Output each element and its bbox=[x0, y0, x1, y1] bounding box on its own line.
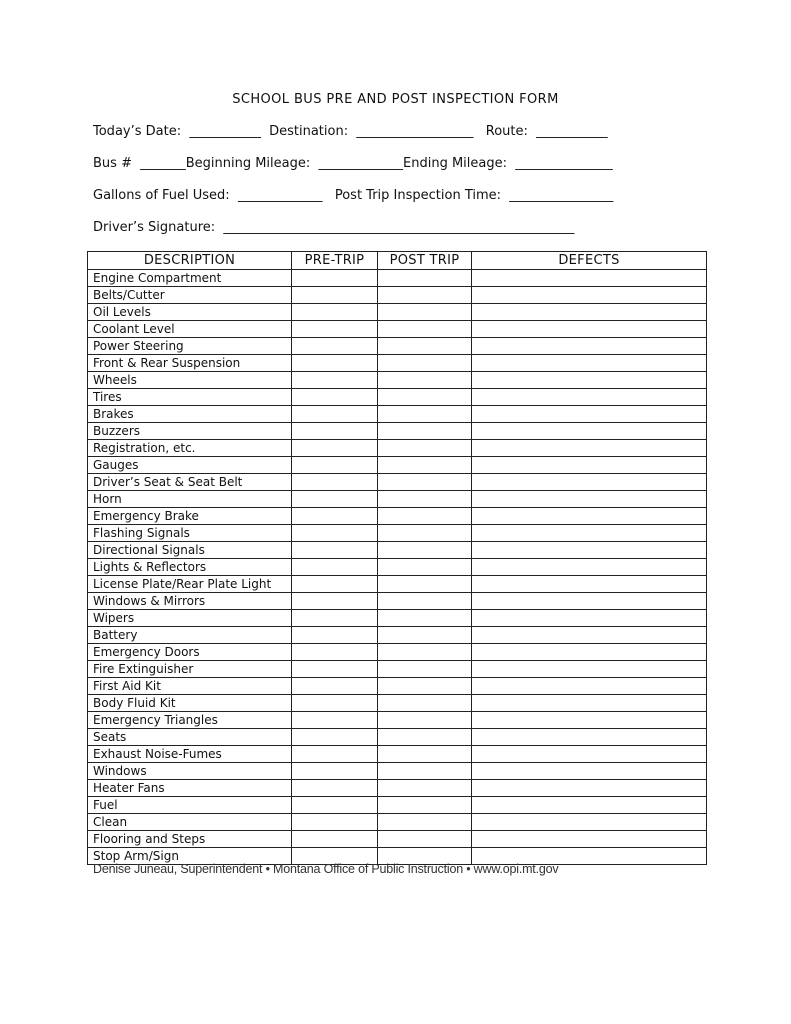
pre-trip-cell[interactable] bbox=[292, 763, 378, 780]
defects-cell[interactable] bbox=[472, 814, 707, 831]
post-trip-cell[interactable] bbox=[378, 338, 472, 355]
post-trip-cell[interactable] bbox=[378, 321, 472, 338]
post-trip-cell[interactable] bbox=[378, 372, 472, 389]
bus-mileage-line[interactable]: Bus # _______Beginning Mileage: _____________Ending Mileage: _______________ bbox=[93, 156, 613, 171]
defects-cell[interactable] bbox=[472, 355, 707, 372]
item-description: Clean bbox=[88, 814, 292, 831]
item-description: Tires bbox=[88, 389, 292, 406]
defects-cell[interactable] bbox=[472, 457, 707, 474]
pre-trip-cell[interactable] bbox=[292, 423, 378, 440]
table-row bbox=[88, 355, 707, 372]
item-description: Stop Arm/Sign bbox=[88, 848, 292, 865]
form-title: SCHOOL BUS PRE AND POST INSPECTION FORM bbox=[232, 92, 559, 107]
table-row bbox=[88, 270, 707, 287]
item-description: Power Steering bbox=[88, 338, 292, 355]
item-description: Emergency Doors bbox=[88, 644, 292, 661]
defects-cell[interactable] bbox=[472, 525, 707, 542]
defects-cell[interactable] bbox=[472, 406, 707, 423]
table-row bbox=[88, 780, 707, 797]
table-row bbox=[88, 576, 707, 593]
defects-cell[interactable] bbox=[472, 780, 707, 797]
table-row bbox=[88, 508, 707, 525]
table-row bbox=[88, 814, 707, 831]
item-description: Emergency Brake bbox=[88, 508, 292, 525]
item-description: Seats bbox=[88, 729, 292, 746]
table-row bbox=[88, 644, 707, 661]
defects-cell[interactable] bbox=[472, 491, 707, 508]
table-row bbox=[88, 457, 707, 474]
pre-trip-cell[interactable] bbox=[292, 610, 378, 627]
defects-cell[interactable] bbox=[472, 440, 707, 457]
table-row bbox=[88, 695, 707, 712]
table-row bbox=[88, 474, 707, 491]
pre-trip-cell[interactable] bbox=[292, 814, 378, 831]
table-row bbox=[88, 678, 707, 695]
pre-trip-cell[interactable] bbox=[292, 440, 378, 457]
pre-trip-cell[interactable] bbox=[292, 661, 378, 678]
defects-cell[interactable] bbox=[472, 304, 707, 321]
post-trip-cell[interactable] bbox=[378, 304, 472, 321]
table-row bbox=[88, 661, 707, 678]
defects-cell[interactable] bbox=[472, 321, 707, 338]
table-row bbox=[88, 729, 707, 746]
defects-cell[interactable] bbox=[472, 270, 707, 287]
defects-cell[interactable] bbox=[472, 559, 707, 576]
post-trip-cell[interactable] bbox=[378, 695, 472, 712]
header-defects: DEFECTS bbox=[472, 252, 707, 270]
item-description: Fire Extinguisher bbox=[88, 661, 292, 678]
post-trip-cell[interactable] bbox=[378, 644, 472, 661]
pre-trip-cell[interactable] bbox=[292, 627, 378, 644]
item-description: Windows bbox=[88, 763, 292, 780]
pre-trip-cell[interactable] bbox=[292, 338, 378, 355]
table-header-row bbox=[88, 252, 707, 270]
defects-cell[interactable] bbox=[472, 763, 707, 780]
inspection-table-body bbox=[88, 270, 707, 865]
item-description: Directional Signals bbox=[88, 542, 292, 559]
post-trip-cell[interactable] bbox=[378, 593, 472, 610]
pre-trip-cell[interactable] bbox=[292, 746, 378, 763]
post-trip-cell[interactable] bbox=[378, 355, 472, 372]
driver-signature-line[interactable]: Driver’s Signature: ______________________________________________________ bbox=[93, 220, 575, 235]
table-row bbox=[88, 338, 707, 355]
item-description: Belts/Cutter bbox=[88, 287, 292, 304]
pre-trip-cell[interactable] bbox=[292, 576, 378, 593]
pre-trip-cell[interactable] bbox=[292, 678, 378, 695]
defects-cell[interactable] bbox=[472, 712, 707, 729]
post-trip-cell[interactable] bbox=[378, 831, 472, 848]
post-trip-cell[interactable] bbox=[378, 610, 472, 627]
defects-cell[interactable] bbox=[472, 695, 707, 712]
date-destination-route-line[interactable]: Today’s Date: ___________ Destination: __________________ Route: ___________ bbox=[93, 124, 608, 139]
pre-trip-cell[interactable] bbox=[292, 389, 378, 406]
item-description: Flashing Signals bbox=[88, 525, 292, 542]
item-description: Horn bbox=[88, 491, 292, 508]
pre-trip-cell[interactable] bbox=[292, 304, 378, 321]
table-row bbox=[88, 372, 707, 389]
post-trip-cell[interactable] bbox=[378, 423, 472, 440]
table-row bbox=[88, 423, 707, 440]
post-trip-cell[interactable] bbox=[378, 559, 472, 576]
post-trip-cell[interactable] bbox=[378, 763, 472, 780]
pre-trip-cell[interactable] bbox=[292, 712, 378, 729]
pre-trip-cell[interactable] bbox=[292, 287, 378, 304]
item-description: Brakes bbox=[88, 406, 292, 423]
pre-trip-cell[interactable] bbox=[292, 474, 378, 491]
item-description: Fuel bbox=[88, 797, 292, 814]
pre-trip-cell[interactable] bbox=[292, 780, 378, 797]
table-row bbox=[88, 287, 707, 304]
pre-trip-cell[interactable] bbox=[292, 729, 378, 746]
item-description: Lights & Reflectors bbox=[88, 559, 292, 576]
pre-trip-cell[interactable] bbox=[292, 644, 378, 661]
table-row bbox=[88, 321, 707, 338]
post-trip-cell[interactable] bbox=[378, 406, 472, 423]
item-description: Wheels bbox=[88, 372, 292, 389]
item-description: Driver’s Seat & Seat Belt bbox=[88, 474, 292, 491]
table-row bbox=[88, 593, 707, 610]
pre-trip-cell[interactable] bbox=[292, 508, 378, 525]
header-description: DESCRIPTION bbox=[88, 252, 292, 270]
pre-trip-cell[interactable] bbox=[292, 355, 378, 372]
post-trip-cell[interactable] bbox=[378, 491, 472, 508]
table-row bbox=[88, 610, 707, 627]
pre-trip-cell[interactable] bbox=[292, 270, 378, 287]
pre-trip-cell[interactable] bbox=[292, 831, 378, 848]
defects-cell[interactable] bbox=[472, 661, 707, 678]
table-row bbox=[88, 797, 707, 814]
pre-trip-cell[interactable] bbox=[292, 406, 378, 423]
defects-cell[interactable] bbox=[472, 389, 707, 406]
post-trip-cell[interactable] bbox=[378, 627, 472, 644]
post-trip-cell[interactable] bbox=[378, 474, 472, 491]
defects-cell[interactable] bbox=[472, 576, 707, 593]
post-trip-cell[interactable] bbox=[378, 814, 472, 831]
item-description: Wipers bbox=[88, 610, 292, 627]
table-row bbox=[88, 542, 707, 559]
post-trip-cell[interactable] bbox=[378, 270, 472, 287]
table-row bbox=[88, 440, 707, 457]
pre-trip-cell[interactable] bbox=[292, 542, 378, 559]
item-description: License Plate/Rear Plate Light bbox=[88, 576, 292, 593]
table-row bbox=[88, 627, 707, 644]
defects-cell[interactable] bbox=[472, 644, 707, 661]
defects-cell[interactable] bbox=[472, 338, 707, 355]
post-trip-cell[interactable] bbox=[378, 576, 472, 593]
defects-cell[interactable] bbox=[472, 474, 707, 491]
defects-cell[interactable] bbox=[472, 423, 707, 440]
table-row bbox=[88, 304, 707, 321]
item-description: Emergency Triangles bbox=[88, 712, 292, 729]
pre-trip-cell[interactable] bbox=[292, 457, 378, 474]
pre-trip-cell[interactable] bbox=[292, 695, 378, 712]
defects-cell[interactable] bbox=[472, 678, 707, 695]
post-trip-cell[interactable] bbox=[378, 797, 472, 814]
fuel-inspection-time-line[interactable]: Gallons of Fuel Used: _____________ Post Trip Inspection Time: ________________ bbox=[93, 188, 614, 203]
item-description: First Aid Kit bbox=[88, 678, 292, 695]
item-description: Gauges bbox=[88, 457, 292, 474]
post-trip-cell[interactable] bbox=[378, 746, 472, 763]
item-description: Registration, etc. bbox=[88, 440, 292, 457]
defects-cell[interactable] bbox=[472, 627, 707, 644]
defects-cell[interactable] bbox=[472, 542, 707, 559]
defects-cell[interactable] bbox=[472, 746, 707, 763]
item-description: Body Fluid Kit bbox=[88, 695, 292, 712]
item-description: Engine Compartment bbox=[88, 270, 292, 287]
header-pre-trip: PRE-TRIP bbox=[292, 252, 378, 270]
inspection-table bbox=[87, 251, 707, 865]
post-trip-cell[interactable] bbox=[378, 729, 472, 746]
table-row bbox=[88, 831, 707, 848]
item-description: Oil Levels bbox=[88, 304, 292, 321]
defects-cell[interactable] bbox=[472, 372, 707, 389]
item-description: Windows & Mirrors bbox=[88, 593, 292, 610]
post-trip-cell[interactable] bbox=[378, 780, 472, 797]
pre-trip-cell[interactable] bbox=[292, 797, 378, 814]
table-row bbox=[88, 746, 707, 763]
table-row bbox=[88, 559, 707, 576]
item-description: Buzzers bbox=[88, 423, 292, 440]
table-row bbox=[88, 712, 707, 729]
post-trip-cell[interactable] bbox=[378, 508, 472, 525]
table-row bbox=[88, 525, 707, 542]
defects-cell[interactable] bbox=[472, 287, 707, 304]
table-row bbox=[88, 491, 707, 508]
pre-trip-cell[interactable] bbox=[292, 593, 378, 610]
defects-cell[interactable] bbox=[472, 593, 707, 610]
defects-cell[interactable] bbox=[472, 610, 707, 627]
table-row bbox=[88, 389, 707, 406]
post-trip-cell[interactable] bbox=[378, 389, 472, 406]
pre-trip-cell[interactable] bbox=[292, 525, 378, 542]
item-description: Heater Fans bbox=[88, 780, 292, 797]
table-row bbox=[88, 763, 707, 780]
post-trip-cell[interactable] bbox=[378, 287, 472, 304]
item-description: Flooring and Steps bbox=[88, 831, 292, 848]
defects-cell[interactable] bbox=[472, 797, 707, 814]
header-post-trip: POST TRIP bbox=[378, 252, 472, 270]
item-description: Exhaust Noise-Fumes bbox=[88, 746, 292, 763]
post-trip-cell[interactable] bbox=[378, 525, 472, 542]
pre-trip-cell[interactable] bbox=[292, 559, 378, 576]
footer-credit: Denise Juneau, Superintendent • Montana Office of Public Instruction • www.opi.mt.gov bbox=[93, 862, 559, 876]
defects-cell[interactable] bbox=[472, 508, 707, 525]
defects-cell[interactable] bbox=[472, 729, 707, 746]
post-trip-cell[interactable] bbox=[378, 440, 472, 457]
table-row bbox=[88, 406, 707, 423]
post-trip-cell[interactable] bbox=[378, 678, 472, 695]
post-trip-cell[interactable] bbox=[378, 712, 472, 729]
defects-cell[interactable] bbox=[472, 831, 707, 848]
post-trip-cell[interactable] bbox=[378, 661, 472, 678]
post-trip-cell[interactable] bbox=[378, 542, 472, 559]
pre-trip-cell[interactable] bbox=[292, 491, 378, 508]
pre-trip-cell[interactable] bbox=[292, 321, 378, 338]
item-description: Front & Rear Suspension bbox=[88, 355, 292, 372]
post-trip-cell[interactable] bbox=[378, 457, 472, 474]
pre-trip-cell[interactable] bbox=[292, 372, 378, 389]
item-description: Coolant Level bbox=[88, 321, 292, 338]
item-description: Battery bbox=[88, 627, 292, 644]
